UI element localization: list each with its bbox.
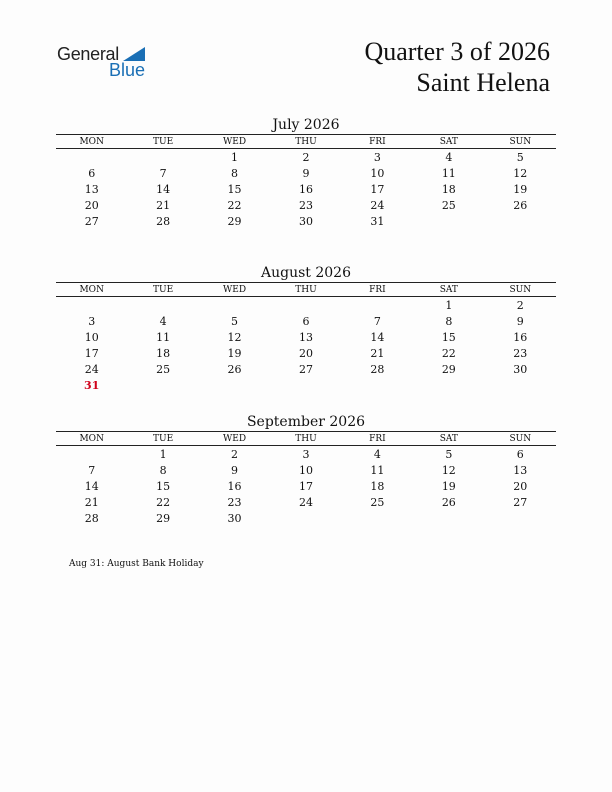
week-row bbox=[56, 149, 556, 166]
day-cell: 10 bbox=[370, 166, 385, 180]
weekday-header: TUE bbox=[127, 283, 198, 297]
day-cell: 16 bbox=[513, 330, 528, 344]
weekday-header: SUN bbox=[485, 283, 556, 297]
day-cell: 24 bbox=[84, 362, 99, 376]
day-cell: 14 bbox=[370, 330, 385, 344]
week-row bbox=[56, 361, 556, 377]
day-cell bbox=[342, 377, 413, 393]
day-cell: 15 bbox=[227, 182, 242, 196]
day-cell: 21 bbox=[156, 198, 171, 212]
day-cell: 27 bbox=[298, 362, 313, 376]
week-row bbox=[56, 181, 556, 197]
weekday-header: FRI bbox=[342, 283, 413, 297]
week-row bbox=[56, 377, 556, 393]
day-cell: 19 bbox=[513, 182, 528, 196]
day-cell: 5 bbox=[445, 447, 453, 461]
week-row bbox=[56, 313, 556, 329]
day-cell: 12 bbox=[441, 463, 456, 477]
day-cell: 7 bbox=[159, 166, 167, 180]
logo-blue-text: Blue bbox=[109, 60, 146, 80]
weekday-header: THU bbox=[270, 432, 341, 446]
day-cell: 21 bbox=[370, 346, 385, 360]
day-cell: 27 bbox=[513, 495, 528, 509]
day-cell: 30 bbox=[298, 214, 313, 228]
week-row bbox=[56, 478, 556, 494]
day-cell: 29 bbox=[156, 511, 171, 525]
day-cell: 23 bbox=[227, 495, 242, 509]
day-cell: 3 bbox=[373, 150, 381, 164]
day-cell bbox=[485, 213, 556, 229]
day-cell: 3 bbox=[302, 447, 310, 461]
day-cell bbox=[270, 297, 341, 314]
weekday-header: SUN bbox=[485, 432, 556, 446]
holiday-note: Aug 31: August Bank Holiday bbox=[69, 559, 204, 569]
day-cell bbox=[127, 297, 198, 314]
day-cell bbox=[342, 297, 413, 314]
day-cell: 27 bbox=[84, 214, 99, 228]
week-row bbox=[56, 510, 556, 526]
day-cell: 4 bbox=[445, 150, 453, 164]
day-cell: 25 bbox=[156, 362, 171, 376]
day-cell: 17 bbox=[370, 182, 385, 196]
weekday-header: MON bbox=[56, 432, 127, 446]
day-cell: 1 bbox=[159, 447, 167, 461]
week-row bbox=[56, 197, 556, 213]
day-cell: 31 bbox=[370, 214, 385, 228]
day-cell: 2 bbox=[231, 447, 239, 461]
day-cell: 13 bbox=[513, 463, 528, 477]
weekday-header: FRI bbox=[342, 135, 413, 149]
logo-general-text: General bbox=[57, 44, 119, 64]
day-cell: 9 bbox=[231, 463, 239, 477]
day-cell bbox=[413, 377, 484, 393]
day-cell: 31 bbox=[84, 378, 100, 392]
day-cell: 21 bbox=[84, 495, 99, 509]
month-september bbox=[56, 413, 556, 526]
weekday-header: THU bbox=[270, 135, 341, 149]
day-cell: 30 bbox=[227, 511, 242, 525]
day-cell bbox=[485, 510, 556, 526]
day-cell bbox=[270, 377, 341, 393]
day-cell bbox=[127, 149, 198, 166]
title-block bbox=[364, 36, 550, 98]
day-cell: 20 bbox=[84, 198, 99, 212]
day-cell bbox=[342, 510, 413, 526]
day-cell: 22 bbox=[441, 346, 456, 360]
week-row bbox=[56, 494, 556, 510]
day-cell: 18 bbox=[156, 346, 171, 360]
day-cell: 5 bbox=[231, 314, 239, 328]
day-cell: 12 bbox=[513, 166, 528, 180]
weekday-header: SUN bbox=[485, 135, 556, 149]
day-cell: 18 bbox=[441, 182, 456, 196]
day-cell: 11 bbox=[156, 330, 171, 344]
day-cell: 6 bbox=[302, 314, 310, 328]
day-cell: 17 bbox=[298, 479, 313, 493]
month-title: July 2026 bbox=[272, 117, 340, 133]
week-row bbox=[56, 165, 556, 181]
day-cell: 18 bbox=[370, 479, 385, 493]
day-cell: 30 bbox=[513, 362, 528, 376]
day-cell: 22 bbox=[156, 495, 171, 509]
day-cell: 6 bbox=[516, 447, 524, 461]
weekday-header: MON bbox=[56, 135, 127, 149]
day-cell: 26 bbox=[227, 362, 242, 376]
day-cell: 4 bbox=[159, 314, 167, 328]
day-cell: 28 bbox=[156, 214, 171, 228]
week-row bbox=[56, 329, 556, 345]
day-cell: 20 bbox=[298, 346, 313, 360]
month-july bbox=[56, 116, 556, 229]
weekday-header: WED bbox=[199, 283, 270, 297]
day-cell bbox=[56, 297, 127, 314]
weekday-header: THU bbox=[270, 283, 341, 297]
day-cell: 20 bbox=[513, 479, 528, 493]
day-cell: 22 bbox=[227, 198, 242, 212]
day-cell bbox=[413, 213, 484, 229]
weekday-header: TUE bbox=[127, 135, 198, 149]
day-cell: 15 bbox=[156, 479, 171, 493]
day-cell: 1 bbox=[445, 298, 453, 312]
day-cell bbox=[413, 510, 484, 526]
day-cell: 23 bbox=[513, 346, 528, 360]
logo-triangle-icon bbox=[123, 47, 145, 61]
calendar-table bbox=[56, 431, 556, 526]
day-cell: 9 bbox=[302, 166, 310, 180]
day-cell: 17 bbox=[84, 346, 99, 360]
day-cell: 3 bbox=[88, 314, 96, 328]
day-cell: 11 bbox=[370, 463, 385, 477]
weekday-header: WED bbox=[199, 432, 270, 446]
day-cell: 12 bbox=[227, 330, 242, 344]
day-cell: 13 bbox=[298, 330, 313, 344]
day-cell: 14 bbox=[84, 479, 99, 493]
day-cell bbox=[127, 377, 198, 393]
day-cell: 1 bbox=[231, 150, 239, 164]
day-cell: 9 bbox=[516, 314, 524, 328]
day-cell: 10 bbox=[84, 330, 99, 344]
day-cell bbox=[56, 446, 127, 463]
weekday-header: SAT bbox=[413, 432, 484, 446]
day-cell: 11 bbox=[441, 166, 456, 180]
day-cell: 25 bbox=[441, 198, 456, 212]
page-subtitle: Saint Helena bbox=[416, 68, 550, 97]
day-cell: 19 bbox=[227, 346, 242, 360]
day-cell: 24 bbox=[298, 495, 313, 509]
week-row bbox=[56, 297, 556, 314]
day-cell: 5 bbox=[516, 150, 524, 164]
week-row bbox=[56, 345, 556, 361]
day-cell bbox=[270, 510, 341, 526]
month-august bbox=[56, 264, 556, 393]
month-title: August 2026 bbox=[261, 265, 351, 281]
day-cell: 29 bbox=[441, 362, 456, 376]
week-row bbox=[56, 446, 556, 463]
day-cell: 8 bbox=[231, 166, 239, 180]
week-row bbox=[56, 462, 556, 478]
day-cell: 7 bbox=[373, 314, 381, 328]
day-cell: 28 bbox=[84, 511, 99, 525]
day-cell: 26 bbox=[513, 198, 528, 212]
day-cell: 14 bbox=[156, 182, 171, 196]
day-cell: 7 bbox=[88, 463, 96, 477]
weekday-header: WED bbox=[199, 135, 270, 149]
day-cell: 2 bbox=[302, 150, 310, 164]
day-cell: 4 bbox=[373, 447, 381, 461]
day-cell: 10 bbox=[298, 463, 313, 477]
calendar-table bbox=[56, 134, 556, 229]
calendar-table bbox=[56, 282, 556, 393]
day-cell: 13 bbox=[84, 182, 99, 196]
day-cell: 8 bbox=[159, 463, 167, 477]
day-cell: 15 bbox=[441, 330, 456, 344]
logo bbox=[57, 44, 157, 82]
day-cell bbox=[199, 297, 270, 314]
page-title: Quarter 3 of 2026 bbox=[364, 37, 550, 66]
day-cell: 8 bbox=[445, 314, 453, 328]
weekday-header: MON bbox=[56, 283, 127, 297]
weekday-header: FRI bbox=[342, 432, 413, 446]
day-cell bbox=[485, 377, 556, 393]
day-cell: 2 bbox=[516, 298, 524, 312]
day-cell: 19 bbox=[441, 479, 456, 493]
weekday-header: TUE bbox=[127, 432, 198, 446]
day-cell: 25 bbox=[370, 495, 385, 509]
day-cell: 28 bbox=[370, 362, 385, 376]
day-cell: 26 bbox=[441, 495, 456, 509]
week-row bbox=[56, 213, 556, 229]
day-cell bbox=[199, 377, 270, 393]
day-cell: 16 bbox=[298, 182, 313, 196]
day-cell: 29 bbox=[227, 214, 242, 228]
day-cell: 24 bbox=[370, 198, 385, 212]
day-cell bbox=[56, 149, 127, 166]
day-cell: 23 bbox=[298, 198, 313, 212]
day-cell: 16 bbox=[227, 479, 242, 493]
day-cell: 6 bbox=[88, 166, 96, 180]
weekday-header: SAT bbox=[413, 283, 484, 297]
weekday-header: SAT bbox=[413, 135, 484, 149]
month-title: September 2026 bbox=[246, 414, 366, 430]
